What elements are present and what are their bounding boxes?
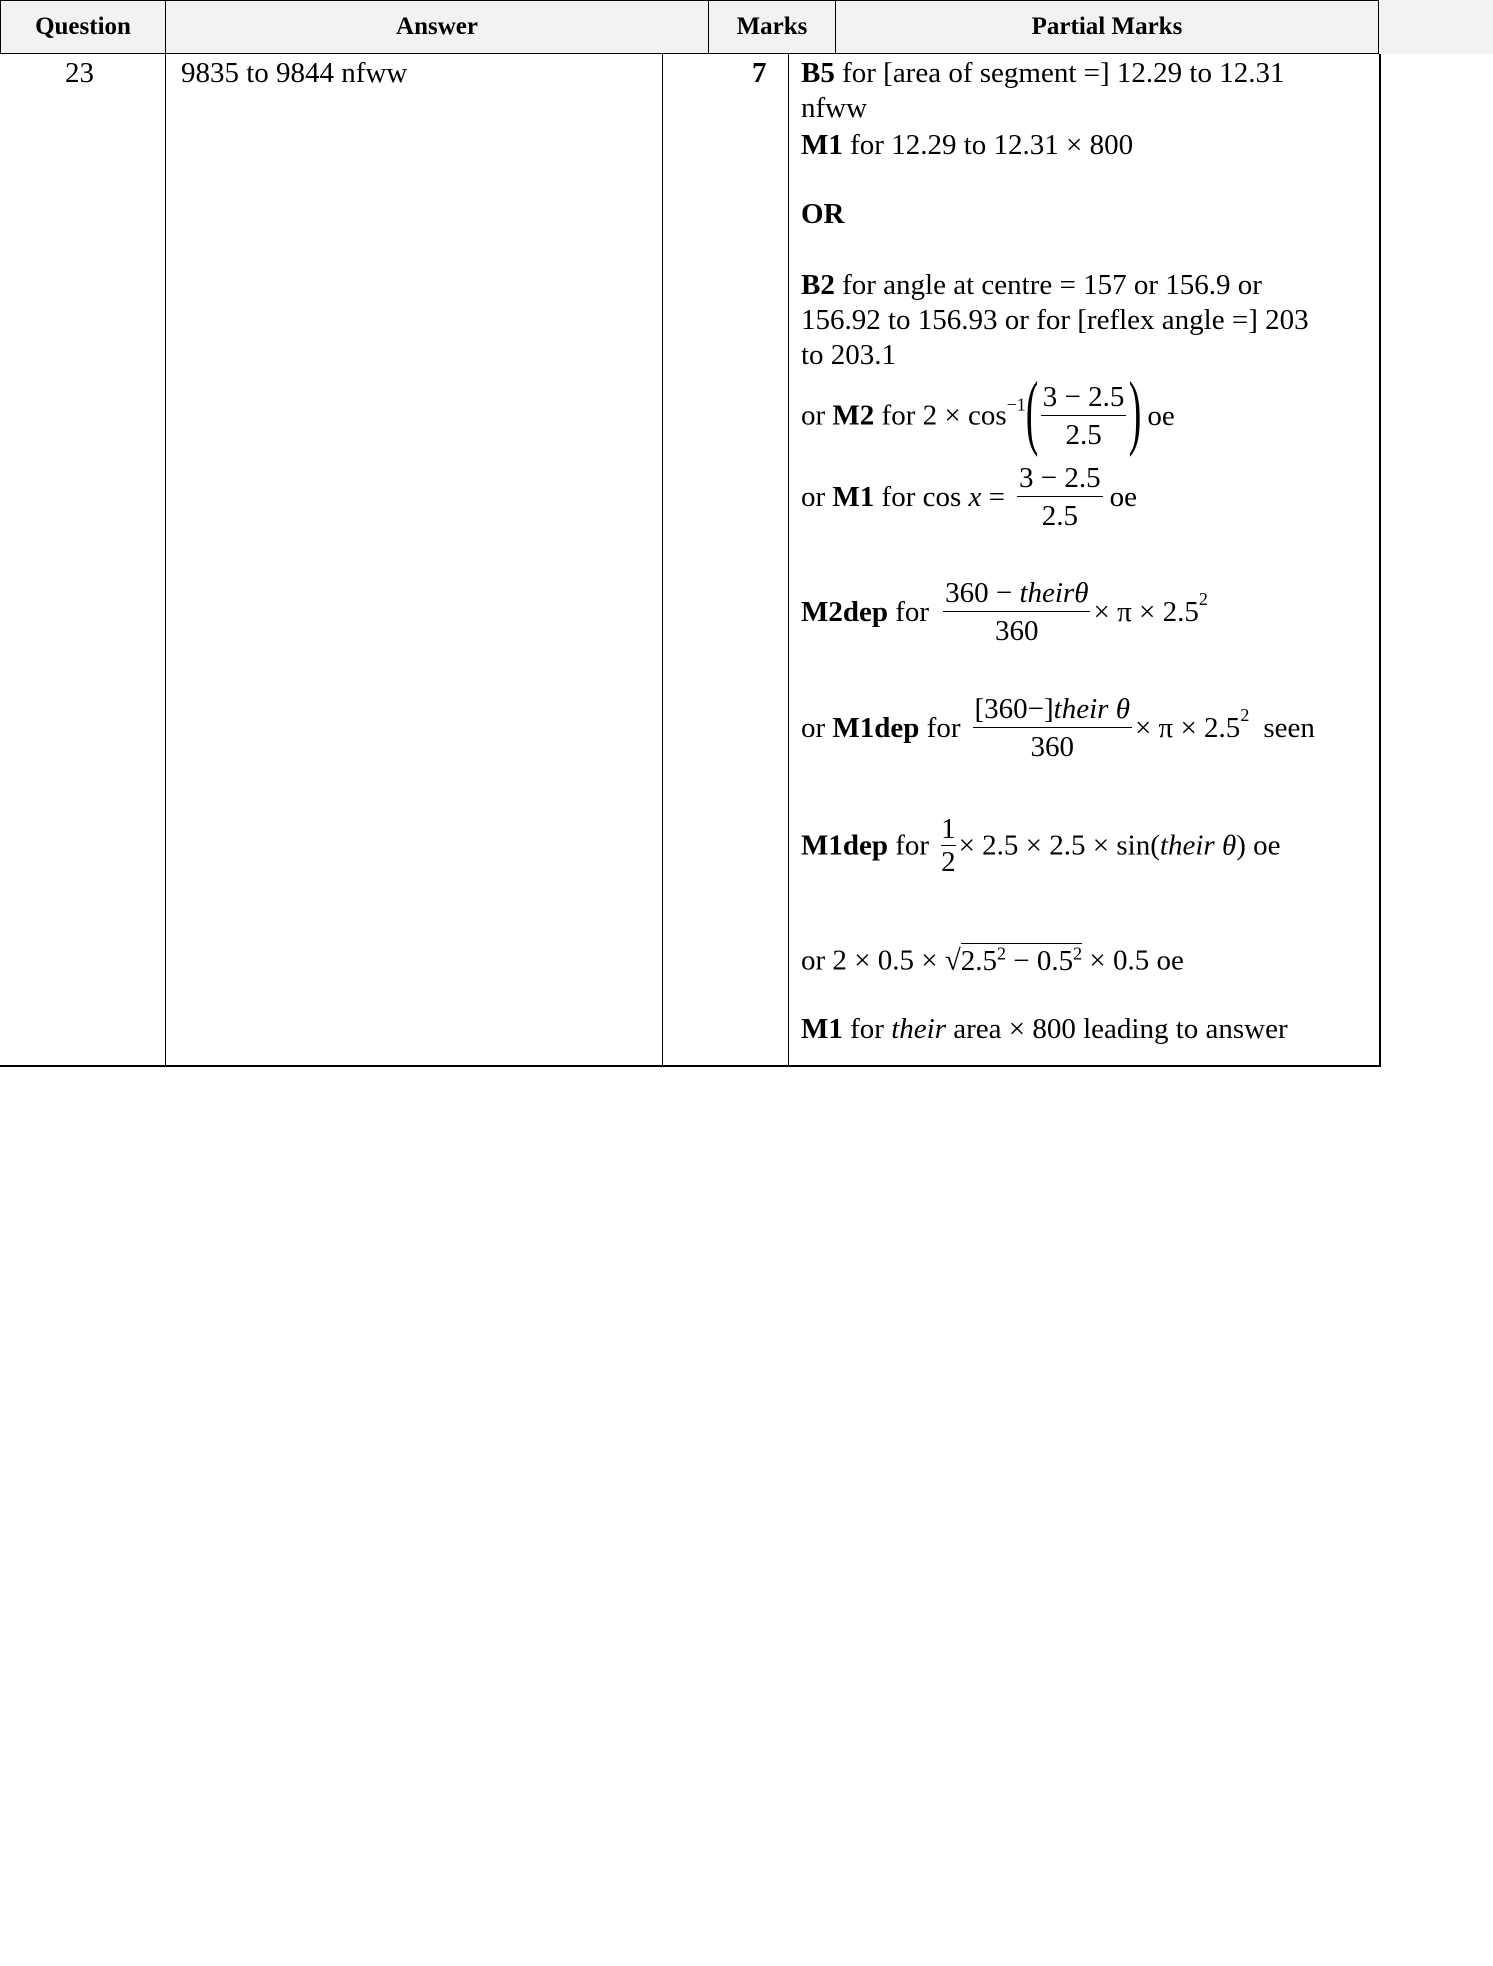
b5-line-2: nfww: [801, 92, 868, 124]
header-partial-label: Partial Marks: [1031, 13, 1183, 40]
m2-pre: or: [801, 399, 833, 432]
m2dep-code: M2dep: [801, 595, 888, 628]
header-question-label: Question: [35, 13, 131, 40]
m2-den: 2.5: [1065, 419, 1102, 451]
alt-root-exp2: 2: [1073, 943, 1083, 963]
m2dep-for: for: [888, 595, 930, 628]
m1-final-line: [801, 1012, 1288, 1046]
m2-post: oe: [1147, 399, 1175, 432]
cell-marks: [662, 54, 789, 1067]
m1dep-triangle-line: [801, 814, 1280, 878]
m1c-code: M1: [801, 1013, 843, 1045]
m1dep2-a: × 2.5 × 2.5 × sin(: [958, 829, 1160, 862]
header-shading: [1379, 0, 1493, 54]
m1c-rest: area × 800 leading to answer: [945, 1013, 1288, 1045]
alt-root-b: − 0.5: [1006, 944, 1074, 977]
b2-line-1: [801, 268, 1262, 302]
m1dep1-num: [973, 694, 1132, 728]
m1b-code: M1: [832, 480, 875, 513]
m1dep2-d: ) oe: [1236, 829, 1281, 862]
m1b-pre: or: [801, 480, 833, 513]
m2dep-tail: × π × 2.5: [1093, 595, 1199, 628]
m1c-for: for: [842, 1013, 892, 1045]
m1b-num: 3 − 2.5: [1017, 463, 1103, 497]
b2-line-2: 156.92 to 156.93 or for [reflex angle =] 203: [801, 304, 1309, 336]
m1-cos-line: [801, 463, 1137, 532]
m2-fraction: [1041, 382, 1127, 451]
m2-code: M2: [832, 399, 875, 432]
header-question: [0, 0, 166, 54]
sqrt-radicand: [961, 943, 1082, 977]
m1b-var: x: [968, 480, 982, 513]
m1-line: [801, 128, 1133, 162]
m1-code: M1: [801, 129, 843, 161]
m2-num: 3 − 2.5: [1041, 382, 1127, 416]
or-divider: OR: [801, 198, 845, 230]
left-paren: (: [1025, 365, 1039, 458]
b5-code: B5: [801, 57, 835, 89]
m1dep1-den: 360: [1030, 731, 1074, 764]
m1b-post: oe: [1109, 480, 1137, 513]
m1dep1-num-b: their: [1053, 693, 1109, 725]
m1dep1-num-c: θ: [1108, 693, 1130, 725]
m2dep-line: [801, 578, 1208, 647]
alt-sqrt-line: [801, 936, 1184, 978]
m1dep2-num: 1: [941, 813, 956, 845]
m1dep1-seen: seen: [1263, 711, 1315, 744]
m1dep1-code: M1dep: [832, 711, 920, 744]
cell-question: [0, 54, 166, 1067]
alt-root-exp1: 2: [997, 943, 1007, 963]
header-answer: [165, 0, 709, 54]
m1dep1-tail: × π × 2.5: [1134, 711, 1241, 744]
answer-value: 9835 to 9844 nfww: [181, 57, 408, 89]
m2-exp: −1: [1006, 394, 1026, 415]
m1dep2-for: for: [888, 829, 930, 862]
m2-line: [801, 365, 1175, 458]
m1c-their: their: [891, 1013, 946, 1045]
alt-post: × 0.5 oe: [1082, 944, 1184, 977]
m1b-fraction: [1017, 463, 1103, 532]
b2-line-3: to 203.1: [801, 339, 897, 371]
m2-mid: for 2 × cos: [874, 399, 1007, 432]
m1b-mid: for cos: [874, 480, 969, 513]
cell-partial-marks: [788, 54, 1381, 1067]
m1b-eq: =: [981, 480, 1006, 513]
m2dep-num-a: 360 −: [945, 577, 1020, 609]
b5-text: for [area of segment =] 12.29 to 12.31: [834, 57, 1285, 89]
header-answer-label: Answer: [396, 13, 478, 40]
m1dep1-exp: 2: [1240, 705, 1250, 726]
m1dep2-c: θ: [1214, 829, 1237, 862]
m1-text: for 12.29 to 12.31 × 800: [842, 129, 1134, 161]
m1dep2-b: their: [1159, 829, 1215, 862]
m1b-den: 2.5: [1041, 500, 1078, 533]
m2dep-exp: 2: [1198, 589, 1208, 610]
m2dep-num: [943, 578, 1090, 612]
m1dep-area-line: [801, 694, 1315, 763]
m2dep-num-b: their: [1019, 577, 1075, 609]
m1dep1-num-a: [360−]: [974, 693, 1054, 725]
m2dep-den: 360: [995, 615, 1039, 648]
m2dep-fraction: [943, 578, 1090, 647]
m2dep-num-c: θ: [1074, 577, 1089, 609]
cell-answer: [165, 54, 663, 1067]
alt-root-a: 2.5: [960, 944, 998, 977]
header-marks: [708, 0, 836, 54]
m1dep1-for: for: [919, 711, 961, 744]
m1dep1-pre: or: [801, 711, 833, 744]
question-number: 23: [65, 57, 94, 89]
m1dep2-fraction: [941, 814, 956, 878]
right-paren: ): [1129, 365, 1142, 458]
b2-text-1: for angle at centre = 157 or 156.9 or: [834, 269, 1262, 301]
m1dep2-den: 2: [941, 846, 956, 879]
b2-code: B2: [801, 269, 835, 301]
header-partial-marks: [835, 0, 1379, 54]
marks-value: 7: [752, 57, 767, 89]
m1dep1-fraction: [973, 694, 1132, 763]
b5-line: [801, 56, 1284, 90]
alt-pre: or 2 × 0.5 ×: [801, 944, 945, 977]
header-marks-label: Marks: [736, 13, 808, 40]
sqrt-icon: √: [944, 944, 961, 977]
m1dep2-code: M1dep: [801, 829, 888, 862]
